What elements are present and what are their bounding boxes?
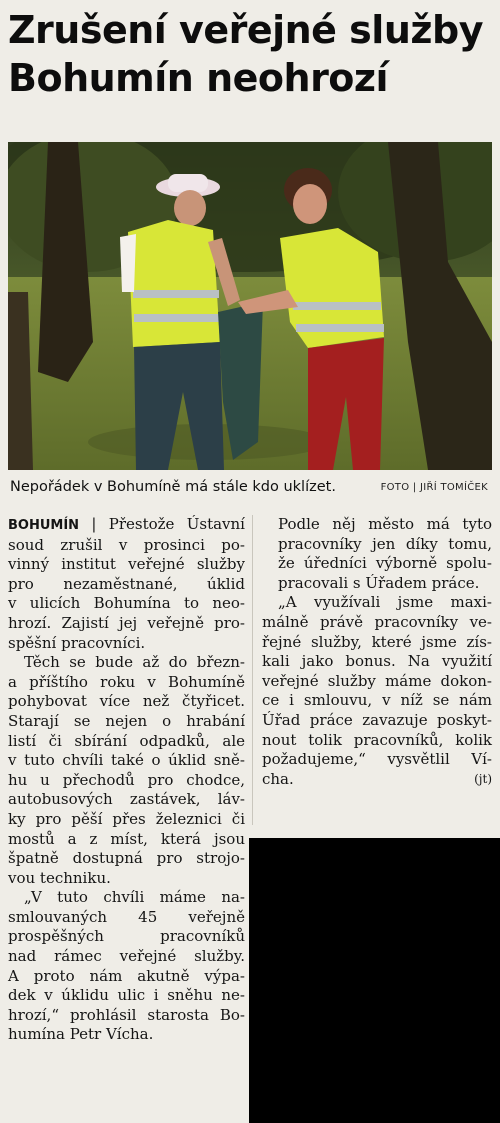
- text-line: vou techniku.: [8, 868, 111, 887]
- text-line: hu u přechodů pro chodce,: [8, 770, 245, 789]
- text-line: listí či sbírání odpadků, ale: [8, 731, 245, 750]
- photo-caption: Nepořádek v Bohumíně má stále kdo uklízet.: [10, 479, 336, 495]
- text-line: kali jako bonus. Na využití: [262, 652, 492, 671]
- paragraph-2: [8, 653, 245, 888]
- text-line: veřejné služby máme dokon-: [262, 671, 492, 690]
- dateline: BOHUMÍN: [8, 518, 80, 533]
- paragraph-3: [8, 888, 245, 1045]
- dateline-separator: |: [91, 515, 97, 533]
- text-line: dek v úklidu ulic i sněhu ne-: [8, 986, 245, 1005]
- headline: [8, 6, 494, 102]
- paragraph-5: [262, 593, 492, 789]
- text-line: Úřad práce zavazuje poskyt-: [262, 710, 492, 729]
- text-line: ky pro pěší přes železnici či: [8, 809, 245, 828]
- text-line: spěšní pracovníci.: [8, 633, 146, 652]
- column-divider: [252, 515, 253, 825]
- text-line: prospěšných pracovníků: [8, 927, 245, 946]
- text-line: cha.: [262, 769, 294, 788]
- text-line: soud zrušil v prosinci po-: [8, 535, 245, 554]
- text-line: v ulicích Bohumína to neo-: [8, 594, 245, 613]
- text-line: hrozí. Zajistí jej veřejně pro-: [8, 613, 245, 632]
- text-line: Podle něj město má tyto: [278, 515, 492, 533]
- headline-line-1: Zrušení veřejné služby: [8, 8, 483, 52]
- article-column-left: [8, 515, 245, 1045]
- text-line: Těch se bude až do březn-: [24, 653, 245, 672]
- author-signature: (jt): [474, 771, 492, 786]
- text-line: požadujeme,“ vysvětlil Ví-: [262, 750, 492, 769]
- text-line: málně právě pracovníky ve-: [262, 612, 492, 631]
- headline-line-2: Bohumín neohrozí: [8, 56, 389, 100]
- last-line-with-signature: [262, 770, 492, 790]
- text-line: A proto nám akutně výpa-: [8, 966, 245, 985]
- text-line: v tuto chvíli také o úklid sně-: [8, 751, 245, 770]
- photo-caption-row: [8, 477, 492, 499]
- photo-illustration: [8, 142, 492, 470]
- text-line: hrozí,“ prohlásil starosta Bo-: [8, 1005, 245, 1024]
- text-line: Přestože Ústavní: [108, 515, 245, 533]
- text-line: „A využívali jsme maxi-: [278, 593, 492, 612]
- text-line: nout tolik pracovníků, kolik: [262, 730, 492, 749]
- text-line: „V tuto chvíli máme na-: [24, 888, 245, 907]
- article-column-right: [262, 515, 492, 789]
- text-line: pohybovat více než čtyřicet.: [8, 692, 245, 711]
- text-line: že úředníci výborně spolu-: [278, 554, 492, 573]
- text-line: Starají se nejen o hrabání: [8, 711, 245, 730]
- paragraph-1: [8, 515, 245, 653]
- photo-credit: FOTO | JIŘÍ TOMÍČEK: [380, 482, 488, 493]
- text-line: řejné služby, které jsme zís-: [262, 632, 492, 651]
- text-line: mostů a z míst, která jsou: [8, 829, 245, 848]
- redacted-area: [249, 838, 500, 1123]
- text-line: špatně dostupná pro strojo-: [8, 849, 245, 868]
- text-line: nad rámec veřejné služby.: [8, 947, 245, 966]
- text-line: humína Petr Vícha.: [8, 1025, 154, 1044]
- article-photo: [8, 142, 492, 470]
- text-line: pro nezaměstnané, úklid: [8, 574, 245, 593]
- text-line: vinný institut veřejné služby: [8, 555, 245, 574]
- paragraph-4: [262, 515, 492, 593]
- text-line: pracovníky jen díky tomu,: [278, 534, 492, 553]
- text-line: pracovali s Úřadem práce.: [278, 573, 480, 592]
- text-line: autobusových zastávek, láv-: [8, 790, 245, 809]
- text-line: a příštího roku v Bohumíně: [8, 672, 245, 691]
- text-line: smlouvaných 45 veřejně: [8, 907, 245, 926]
- text-line: ce i smlouvu, v níž se nám: [262, 691, 492, 710]
